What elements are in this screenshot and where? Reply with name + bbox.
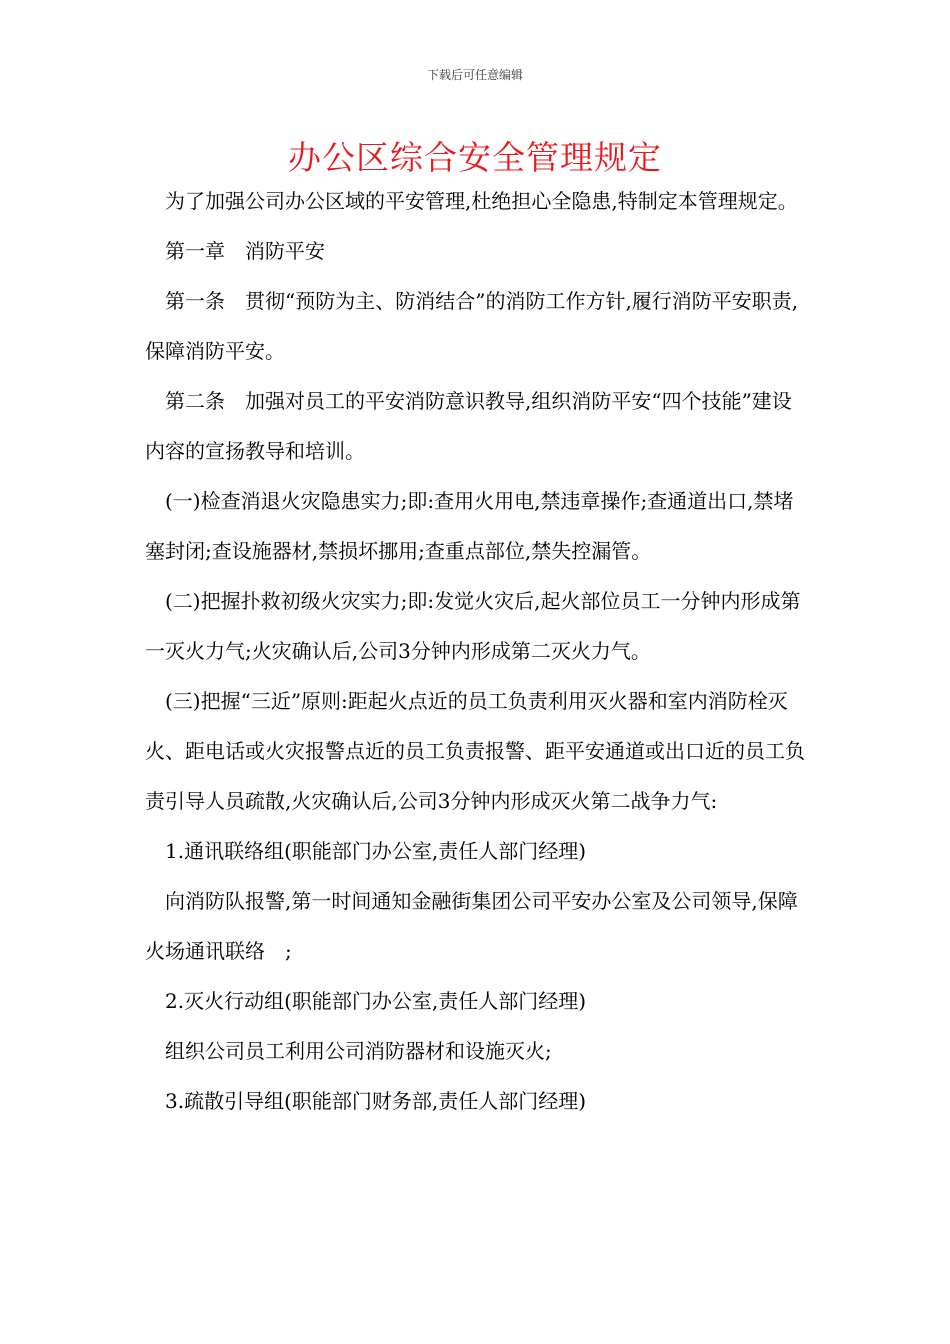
- paragraph-intro: 为了加强公司办公区域的平安管理,杜绝担心全隐患,特制定本管理规定。: [145, 189, 798, 213]
- item-3: (三)把握“三近”原则:距起火点近的员工负责利用灭火器和室内消防栓灭火、距电话或火灾报警点近的员工负责报警、距平安通道或出口近的员工负责引导人员疏散,火灾确认后,公司3分钟内形成灭火第二战争力气:: [145, 689, 805, 813]
- article-1: 第一条 贯彻“预防为主、防消结合”的消防工作方针,履行消防平安职责,保障消防平安。: [145, 289, 799, 363]
- document-body: [145, 176, 809, 1126]
- group-firefighting-desc: 组织公司员工利用公司消防器材和设施灭火;: [145, 1039, 552, 1063]
- item-2: (二)把握扑救初级火灾实力;即:发觉火灾后,起火部位员工一分钟内形成第一灭火力气;火灾确认后,公司3分钟内形成第二灭火力气。: [145, 589, 801, 663]
- group-communication-desc: 向消防队报警,第一时间通知金融街集团公司平安办公室及公司领导,保障火场通讯联络 ;: [145, 889, 798, 963]
- group-evacuation: 3.疏散引导组(职能部门财务部,责任人部门经理): [145, 1089, 587, 1113]
- item-1: (一)检查消退火灾隐患实力;即:查用火用电,禁违章操作;查通道出口,禁堵塞封闭;查设施器材,禁损坏挪用;查重点部位,禁失控漏管。: [145, 489, 794, 563]
- article-2: 第二条 加强对员工的平安消防意识教导,组织消防平安“四个技能”建设内容的宣扬教导和培训。: [145, 389, 792, 463]
- group-firefighting: 2.灭火行动组(职能部门办公室,责任人部门经理): [145, 989, 587, 1013]
- header-note: 下载后可任意编辑: [426, 68, 523, 82]
- document-title: 办公区综合安全管理规定: [288, 138, 662, 177]
- chapter-heading: 第一章 消防平安: [145, 239, 325, 263]
- group-communication: 1.通讯联络组(职能部门办公室,责任人部门经理): [145, 839, 587, 863]
